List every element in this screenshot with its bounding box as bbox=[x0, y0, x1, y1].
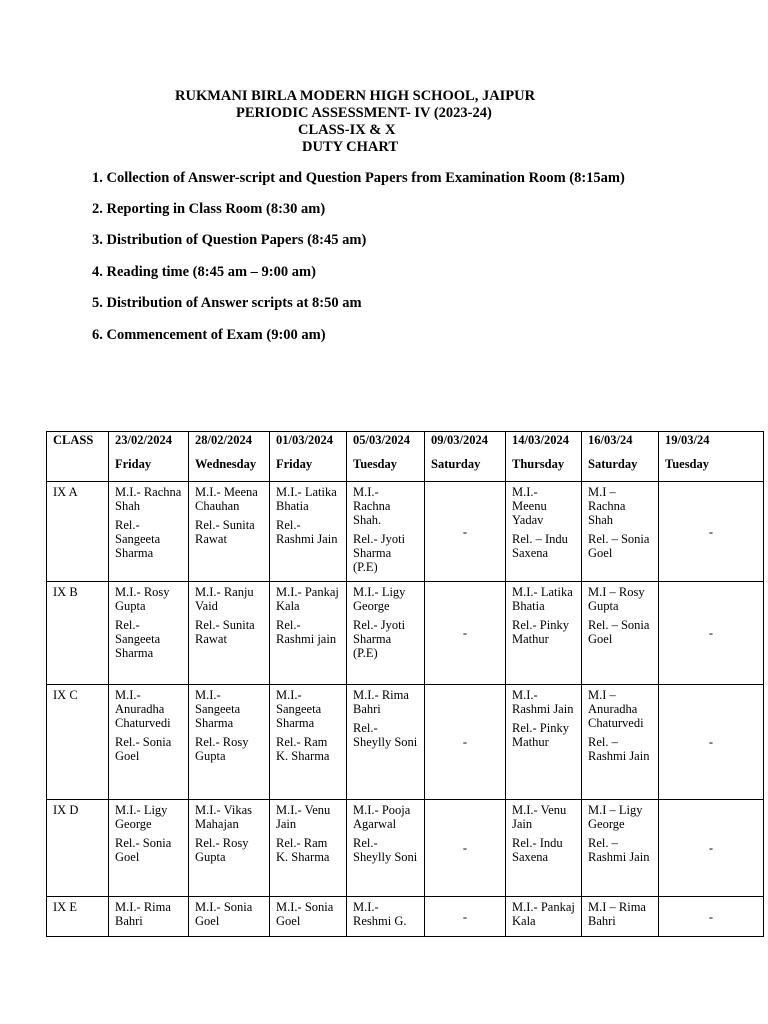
mi-name: M.I – Rachna Shah bbox=[588, 485, 626, 527]
no-exam-cell: - bbox=[425, 685, 506, 800]
reliever-name: Rel.- Rashmi jain bbox=[276, 618, 337, 646]
reliever-name: Rel.- Sunita Rawat bbox=[195, 618, 255, 646]
mi-name: M.I.- Sangeeta Sharma bbox=[276, 688, 322, 730]
reliever-name: Rel.- Sunita Rawat bbox=[195, 518, 255, 546]
table-header-row bbox=[47, 432, 764, 482]
date-column-header bbox=[270, 432, 347, 482]
duty-cell bbox=[109, 800, 189, 897]
duty-cell bbox=[270, 685, 347, 800]
table-row bbox=[47, 685, 764, 800]
reliever-name: Rel.- Jyoti Sharma (P.E) bbox=[353, 532, 406, 574]
instruction-item: 2. Reporting in Class Room (8:30 am) bbox=[92, 201, 326, 217]
mi-name: M.I.- Ligy George bbox=[115, 803, 168, 831]
assessment-title: PERIODIC ASSESSMENT- IV (2023-24) bbox=[236, 105, 492, 121]
date-column-header bbox=[189, 432, 270, 482]
instruction-item: 1. Collection of Answer-script and Question Papers from Examination Room (8:15am) bbox=[92, 170, 625, 186]
duty-cell bbox=[270, 897, 347, 937]
instruction-item: 5. Distribution of Answer scripts at 8:50 am bbox=[92, 295, 362, 311]
mi-name: M.I.- Latika Bhatia bbox=[512, 585, 573, 613]
date-column-header bbox=[109, 432, 189, 482]
day-label: Saturday bbox=[588, 457, 638, 471]
reliever-name: Rel.- Rosy Gupta bbox=[195, 735, 249, 763]
day-label: Thursday bbox=[512, 457, 565, 471]
date-label: 16/03/24 bbox=[588, 433, 633, 447]
duty-cell bbox=[506, 685, 582, 800]
mi-name: M.I.- Latika Bhatia bbox=[276, 485, 337, 513]
reliever-name: Rel.- Ram K. Sharma bbox=[276, 836, 330, 864]
mi-name: M.I.- Reshmi G. bbox=[353, 900, 407, 928]
duty-cell bbox=[347, 897, 425, 937]
class-cell: IX A bbox=[47, 482, 109, 582]
table-row bbox=[47, 800, 764, 897]
date-label: 01/03/2024 bbox=[276, 433, 333, 447]
school-name: RUKMANI BIRLA MODERN HIGH SCHOOL, JAIPUR bbox=[175, 88, 536, 104]
date-column-header bbox=[506, 432, 582, 482]
no-exam-cell: - bbox=[659, 582, 764, 685]
mi-name: M.I.- Rachna Shah. bbox=[353, 485, 391, 527]
mi-name: M.I.- Venu Jain bbox=[512, 803, 567, 831]
day-label: Friday bbox=[276, 457, 313, 471]
duty-cell bbox=[189, 482, 270, 582]
day-label: Tuesday bbox=[353, 457, 398, 471]
mi-name: M.I.- Vikas Mahajan bbox=[195, 803, 253, 831]
mi-name: M.I.- Sonia Goel bbox=[195, 900, 253, 928]
duty-cell bbox=[582, 897, 659, 937]
table-row bbox=[47, 582, 764, 685]
mi-name: M.I.- Rima Bahri bbox=[353, 688, 409, 716]
reliever-name: Rel.- Indu Saxena bbox=[512, 836, 563, 864]
class-title: CLASS-IX & X bbox=[298, 122, 396, 138]
date-column-header bbox=[425, 432, 506, 482]
instruction-item: 6. Commencement of Exam (9:00 am) bbox=[92, 327, 326, 343]
mi-name: M.I.- Ligy George bbox=[353, 585, 406, 613]
table-row bbox=[47, 897, 764, 937]
reliever-name: Rel. – Rashmi Jain bbox=[588, 735, 650, 763]
reliever-name: Rel.- Sheylly Soni bbox=[353, 836, 418, 864]
duty-cell bbox=[506, 897, 582, 937]
class-cell: IX D bbox=[47, 800, 109, 897]
reliever-name: Rel.- Sangeeta Sharma bbox=[115, 618, 161, 660]
mi-name: M.I.- Rashmi Jain bbox=[512, 688, 574, 716]
reliever-name: Rel.- Pinky Mathur bbox=[512, 721, 569, 749]
mi-name: M.I – Ligy George bbox=[588, 803, 643, 831]
mi-name: M.I – Rima Bahri bbox=[588, 900, 646, 928]
class-cell: IX C bbox=[47, 685, 109, 800]
reliever-name: Rel. – Rashmi Jain bbox=[588, 836, 650, 864]
reliever-name: Rel.- Rosy Gupta bbox=[195, 836, 249, 864]
duty-cell bbox=[506, 482, 582, 582]
reliever-name: Rel. – Indu Saxena bbox=[512, 532, 568, 560]
date-label: 09/03/2024 bbox=[431, 433, 488, 447]
duty-cell bbox=[582, 800, 659, 897]
mi-name: M.I.- Rosy Gupta bbox=[115, 585, 170, 613]
duty-cell bbox=[109, 582, 189, 685]
mi-name: M.I.- Pooja Agarwal bbox=[353, 803, 411, 831]
reliever-name: Rel.- Sangeeta Sharma bbox=[115, 518, 161, 560]
day-label: Friday bbox=[115, 457, 152, 471]
duty-cell bbox=[189, 897, 270, 937]
duty-cell bbox=[506, 582, 582, 685]
duty-cell bbox=[189, 582, 270, 685]
mi-name: M.I.- Sonia Goel bbox=[276, 900, 334, 928]
instruction-item: 3. Distribution of Question Papers (8:45 am) bbox=[92, 232, 367, 248]
class-cell: IX E bbox=[47, 897, 109, 937]
no-exam-cell: - bbox=[425, 897, 506, 937]
no-exam-cell: - bbox=[425, 582, 506, 685]
duty-cell bbox=[582, 685, 659, 800]
table-row bbox=[47, 482, 764, 582]
reliever-name: Rel.- Ram K. Sharma bbox=[276, 735, 330, 763]
chart-title: DUTY CHART bbox=[302, 139, 399, 155]
day-label: Saturday bbox=[431, 457, 481, 471]
date-column-header bbox=[659, 432, 764, 482]
mi-name: M.I.- Pankaj Kala bbox=[512, 900, 575, 928]
date-column-header bbox=[582, 432, 659, 482]
duty-cell bbox=[270, 800, 347, 897]
duty-cell bbox=[109, 482, 189, 582]
duty-cell bbox=[347, 685, 425, 800]
mi-name: M.I.- Rima Bahri bbox=[115, 900, 171, 928]
no-exam-cell: - bbox=[659, 685, 764, 800]
duty-cell bbox=[189, 685, 270, 800]
duty-cell bbox=[109, 897, 189, 937]
mi-name: M.I.- Meenu Yadav bbox=[512, 485, 547, 527]
instruction-item: 4. Reading time (8:45 am – 9:00 am) bbox=[92, 264, 316, 280]
duty-cell bbox=[270, 482, 347, 582]
mi-name: M.I.- Pankaj Kala bbox=[276, 585, 339, 613]
mi-name: M.I.- Rachna Shah bbox=[115, 485, 182, 513]
reliever-name: Rel.- Sheylly Soni bbox=[353, 721, 418, 749]
date-label: 23/02/2024 bbox=[115, 433, 172, 447]
class-column-header: CLASS bbox=[47, 432, 109, 482]
mi-name: M.I.- Sangeeta Sharma bbox=[195, 688, 241, 730]
mi-name: M.I.- Anuradha Chaturvedi bbox=[115, 688, 171, 730]
mi-name: M.I – Anuradha Chaturvedi bbox=[588, 688, 644, 730]
day-label: Tuesday bbox=[665, 457, 710, 471]
reliever-name: Rel. – Sonia Goel bbox=[588, 532, 650, 560]
reliever-name: Rel.- Sonia Goel bbox=[115, 735, 172, 763]
day-label: Wednesday bbox=[195, 457, 257, 471]
date-label: 19/03/24 bbox=[665, 433, 710, 447]
mi-name: M.I.- Ranju Vaid bbox=[195, 585, 254, 613]
duty-cell bbox=[582, 482, 659, 582]
duty-cell bbox=[270, 582, 347, 685]
class-cell: IX B bbox=[47, 582, 109, 685]
duty-cell bbox=[347, 482, 425, 582]
duty-cell bbox=[347, 582, 425, 685]
date-column-header bbox=[347, 432, 425, 482]
reliever-name: Rel.- Sonia Goel bbox=[115, 836, 172, 864]
date-label: 05/03/2024 bbox=[353, 433, 410, 447]
duty-cell bbox=[506, 800, 582, 897]
reliever-name: Rel.- Rashmi Jain bbox=[276, 518, 338, 546]
duty-cell bbox=[582, 582, 659, 685]
duty-cell bbox=[109, 685, 189, 800]
reliever-name: Rel.- Pinky Mathur bbox=[512, 618, 569, 646]
mi-name: M.I – Rosy Gupta bbox=[588, 585, 645, 613]
mi-name: M.I.- Venu Jain bbox=[276, 803, 331, 831]
no-exam-cell: - bbox=[659, 482, 764, 582]
no-exam-cell: - bbox=[659, 800, 764, 897]
no-exam-cell: - bbox=[425, 482, 506, 582]
duty-cell bbox=[347, 800, 425, 897]
reliever-name: Rel. – Sonia Goel bbox=[588, 618, 650, 646]
duty-cell bbox=[189, 800, 270, 897]
date-label: 28/02/2024 bbox=[195, 433, 252, 447]
date-label: 14/03/2024 bbox=[512, 433, 569, 447]
reliever-name: Rel.- Jyoti Sharma (P.E) bbox=[353, 618, 406, 660]
mi-name: M.I.- Meena Chauhan bbox=[195, 485, 258, 513]
no-exam-cell: - bbox=[659, 897, 764, 937]
no-exam-cell: - bbox=[425, 800, 506, 897]
duty-table bbox=[46, 431, 764, 937]
